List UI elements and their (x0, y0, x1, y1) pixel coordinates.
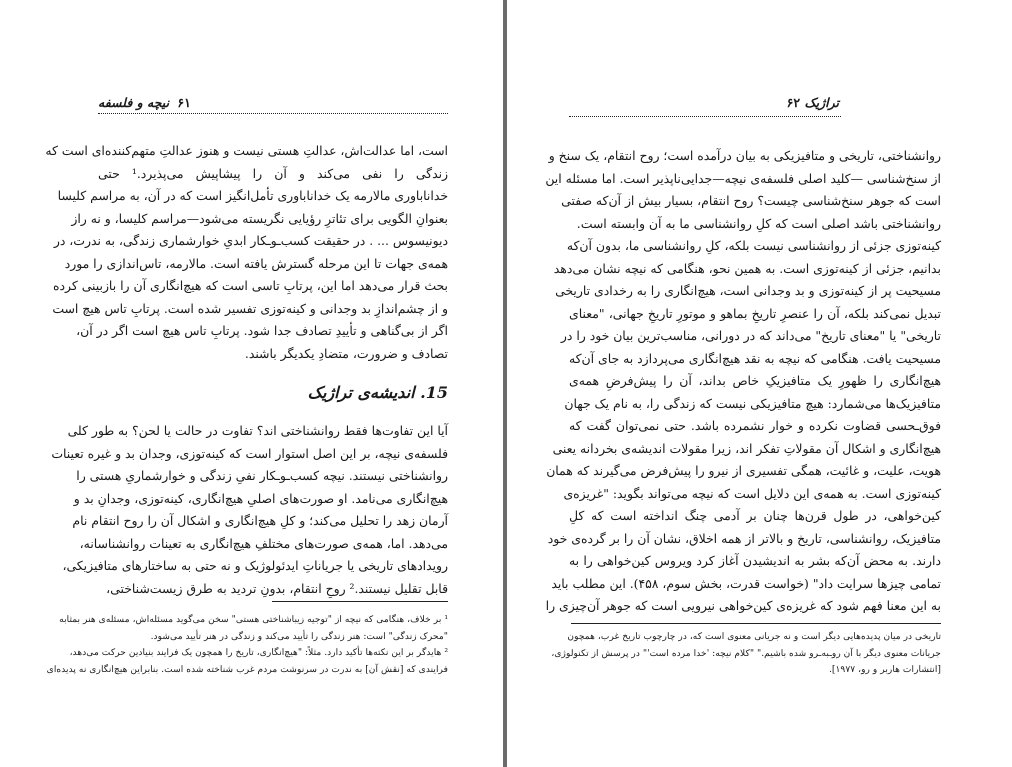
text-line: هیچ‌انگاری و اشکال آن مقولاتِ تفکر اند، زیرا مقولات اندیشه‌ی بخردانه یعنی (552, 440, 941, 456)
left-running-head (98, 94, 448, 112)
text-line: مسیحیت یافت. هنگامی که نیچه به نقد هیچ‌انگاری می‌پردازد به جای آن‌که (569, 350, 941, 366)
footnote-line: تاریخی در میان پدیده‌هایی دیگر است و نه جریانی معنوی است که، در چارچوب تاریخ غرب، همچون (567, 631, 941, 642)
left-footnotes (46, 612, 448, 678)
text-line: متافیزیک، روانشناسی، تاریخ و بالاتر از همه اخلاق، نشان آن را بر گرده‌ی خود (547, 530, 941, 546)
text-line: متافیزیک‌ها می‌شمارد: هیچ متافیزیکی نیست که زندگی را، به نام یک جهان (564, 395, 941, 411)
text-line: روانشناختی نیستند. نیچه کسب‌ـو‌ـکار نفیِ زندگی و خوارشماریِ هستی را (76, 468, 448, 483)
left-running-title: نیچه و فلسفه (98, 95, 170, 110)
text-line: تبدیل نمی‌کند بلکه، آن را عنصرِ تاریخِ بماهو و موتورِ تاریخِ جهانی، "معنای (569, 305, 941, 321)
right-running-head (569, 94, 839, 112)
text-line: تمامی چیزها سرایت داد" (خواست قدرت، بخش سوم، ۴۵۸). این مطلب باید (551, 575, 941, 591)
text-line: از سنخ‌شناسی —کلید اصلی فلسفه‌ی نیچه—جدایی‌ناپذیر است. اما مسئله این (545, 170, 941, 186)
text-line: بدانیم، جزئی از کینه‌توزی است. به همین نحو، هنگامی که نیچه نشان می‌دهد (553, 260, 941, 276)
right-page (507, 0, 1012, 767)
text-line: فوق‌ـحسی قضاوت نکرده و خوار نشمرده باشد. حتی نمی‌توان گفت که (569, 418, 941, 433)
right-footnotes (551, 629, 941, 679)
text-line: است که جوهر سنخ‌شناسی چیست؟ روح انتقام، بسیار بیش از آن‌که صفتی (561, 193, 941, 208)
text-line: تصادف و ضرورت، متضادِ یکدیگر باشند. (244, 345, 448, 361)
text-line: هیچ‌انگاری را ظهورِ یک متافیزیکِ خاص بداند، آن را پیش‌فرضِ همه‌ی (569, 373, 941, 388)
text-line: روانشناختی باشد اصلی است که کلِ روانشناسی ما به آن وابسته است. (576, 215, 941, 231)
text-line: آیا این تفاوت‌ها فقط روانشناختی اند؟ تفاوت در حالت یا لحن؟ به طور کلی (67, 423, 448, 438)
section-heading: 15. اندیشه‌ی تراژیک (307, 383, 448, 402)
left-paragraph-1 (45, 140, 449, 365)
footnote-line: جریانات معنوی دیگر با آن رو‌ـبه‌ـرو شده باشیم." "کلام نیچه: 'خدا مرده است'" در پرسش از تکنولوژی، (551, 647, 941, 659)
text-line: کین‌خواهی، در طول قرن‌ها چنان بر آدمی چنگ انداخته است که کلِ (569, 508, 941, 523)
text-line: قابل تقلیل نیستند.² روحِ انتقام، بدونِ تردید به طرق زیست‌شناختی، (106, 580, 448, 596)
footnote-rule (571, 623, 941, 624)
text-line: تاریخی" یا "معنای تاریخ" می‌داند که در دورانی، مناسب‌ترین بیان خود را در (560, 328, 941, 343)
text-line: هویت، علیت، و غائیت، همگی تفسیری از نیرو را پیش‌فرض می‌گیرند که همان (546, 463, 941, 478)
right-running-title: تراژیک (804, 95, 839, 110)
text-line: همه‌ی جهات تا این مرحله گسترش یافته است. مالارمه، تاس‌اندازی را مورد (64, 255, 448, 271)
text-line: بحث قرار می‌دهد اما این، پرتابِ تاسی است که هیچ‌انگاری آن را بازبینی کرده (53, 278, 448, 293)
text-line: می‌دهد. اما، همه‌ی صورت‌های مختلفِ هیچ‌انگاری به تعینات روانشناسانه، (79, 535, 448, 551)
right-header-rule (569, 116, 841, 117)
text-line: است، اما عدالت‌اش، عدالتِ هستی نیست و هنوز عدالتِ متهم‌کننده‌ای است که (45, 143, 448, 158)
left-page-number: ۶۱ (177, 95, 191, 110)
right-page-number: ۶۲ (786, 95, 801, 110)
left-paragraph-2 (51, 420, 448, 600)
text-line: به این معنا فهم شود که غریزه‌ی کین‌خواهی نیرویی است که جوهر آن‌چیزی را (545, 598, 941, 613)
text-line: هیچ‌انگاری می‌نامد. او صورت‌های اصلیِ هیچ‌انگاری، کینه‌توزی، وجدانِ بد و (73, 490, 448, 506)
text-line: خداناباوری مالارمه یک خداناباوری تأمل‌انگیز است که در آن، به مراسم کلیسا (57, 188, 448, 203)
footnote-line: ² هایدگر بر این نکته‌ها تأکید دارد. مثلاً: "هیچ‌انگاری، تاریخ را همچون یک فرایند بنیادین حرکت می‌دهد، (69, 647, 448, 658)
text-line: زندگی را نفی می‌کند و آن را پیشاپیش می‌پذیرد.¹ حتی (98, 165, 449, 181)
text-line: کینه‌توزی جزئی از روانشناسی نیست بلکه، کلِ روانشناسی ما، بدون آن‌که (566, 238, 941, 253)
text-line: آرمان زهد را تحلیل می‌کند؛ و کلِ هیچ‌انگاری و اشکال آن را روح انتقام نام (72, 513, 448, 528)
left-header-rule (98, 113, 448, 114)
text-line: کینه‌توزی است. به همه‌ی این دلایل است که نیچه می‌تواند بگوید: "غریزه‌ی (563, 485, 941, 501)
footnote-rule (272, 601, 448, 602)
text-line: مسیحیت پر از کینه‌توزی و بد وجدانی است، هیچ‌انگاری را به رخدادی تاریخی (555, 283, 941, 298)
footnote-line: [انتشارات هاربر و رو، ۱۹۷۷]. (828, 664, 941, 675)
footnote-line: ¹ بر خلاف، هنگامی که نیچه از "توجیه زیباشناختی هستی" سخن می‌گوید مسئله‌اش، مسئله‌ی هنر بمثابه (59, 614, 448, 625)
text-line: دیونیسوس ... . در حقیقت کسب‌ـو‌ـکار ابدیِ خوارشماری زندگی، به ندرت، در (53, 233, 448, 248)
right-body-text (545, 145, 941, 618)
text-line: بعنوانِ الگویی برای تئاترِ رؤیایی نگریسته می‌شود—مراسم کلیسا، و نه راز (71, 210, 448, 226)
text-line: و از چشم‌اندازِ بد وجدانی و کینه‌توزی تفسیر شده است. پرتابِ تاس هیچ است (52, 300, 448, 316)
text-line: رویدادهای تاریخی یا جریاناتِ ایدئولوژیک و نه حتی به ساختارهای متافیزیکی، (62, 558, 448, 573)
text-line: روانشناختی، تاریخی و متافیزیکی به بیان درآمده است؛ روح انتقام، یک سنخ و (548, 148, 941, 163)
footnote-line: فرایندی که [نقش آن] به ندرت در سرنوشت مردم غرب شناخته شده است. بنابراین هیچ‌انگاری نه پدیده‌ای (46, 663, 448, 675)
text-line: دارند. به محض آن‌که بشر به اندیشیدن آغاز کرد ویروس کین‌خواهی را به (569, 553, 941, 568)
footnote-line: "محرک زندگی" است: هنر زندگی را تأیید می‌کند و زندگی در هنر تأیید می‌شود. (150, 630, 448, 642)
text-line: اگر از بی‌گناهی و تأییدِ تصادف جدا شود. پرتابِ تاس هیچ است اگر در آن، (76, 323, 448, 338)
left-page (0, 0, 503, 767)
text-line: فلسفه‌ی نیچه، بر این اصل استوار است که کینه‌توزی، وجدان بد و غیره تعینات (51, 445, 448, 461)
